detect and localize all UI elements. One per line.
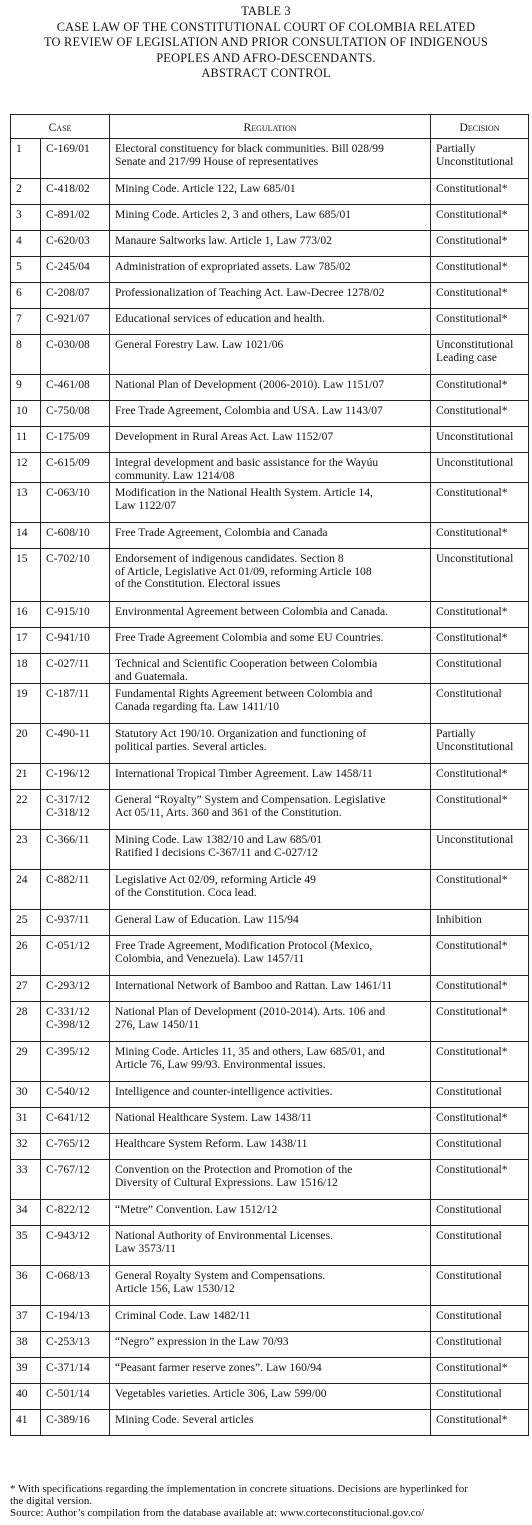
decision-text: Constitutional*: [431, 375, 529, 401]
header-row: [11, 115, 529, 139]
case-id: C-317/12 C-318/12: [41, 790, 110, 830]
row-number: 39: [11, 1358, 41, 1384]
row-number: 13: [11, 483, 41, 523]
regulation-text: Statutory Act 190/10. Organization and functioning of political parties. Several articles.: [110, 724, 431, 764]
regulation-text: Manaure Saltworks law. Article 1, Law 773/02: [110, 231, 431, 257]
decision-text: Constitutional*: [431, 976, 529, 1002]
decision-text: Constitutional: [431, 1226, 529, 1266]
case-id: C-615/09: [41, 453, 110, 483]
table-row: [11, 1108, 529, 1134]
regulation-text: Educational services of education and health.: [110, 309, 431, 335]
table-row: [11, 283, 529, 309]
row-number: 26: [11, 936, 41, 976]
regulation-text: Administration of expropriated assets. Law 785/02: [110, 257, 431, 283]
table-row: [11, 1160, 529, 1200]
decision-text: Constitutional*: [431, 257, 529, 283]
case-id: C-175/09: [41, 427, 110, 453]
row-number: 37: [11, 1306, 41, 1332]
decision-text: Unconstitutional: [431, 453, 529, 483]
regulation-text: Free Trade Agreement, Modification Protocol (Mexico, Colombia, and Venezuela). Law 1457/11: [110, 936, 431, 976]
table-row: [11, 870, 529, 910]
row-number: 1: [11, 139, 41, 179]
row-number: 21: [11, 764, 41, 790]
case-id: C-608/10: [41, 523, 110, 549]
table-row: [11, 684, 529, 724]
case-id: C-331/12 C-398/12: [41, 1002, 110, 1042]
regulation-text: International Network of Bamboo and Rattan. Law 1461/11: [110, 976, 431, 1002]
decision-text: Constitutional*: [431, 401, 529, 427]
table-row: [11, 1358, 529, 1384]
regulation-text: General Law of Education. Law 115/94: [110, 910, 431, 936]
regulation-text: Environmental Agreement between Colombia and Canada.: [110, 602, 431, 628]
decision-text: Constitutional*: [431, 1410, 529, 1436]
decision-text: Constitutional: [431, 684, 529, 724]
regulation-text: Healthcare System Reform. Law 1438/11: [110, 1134, 431, 1160]
case-id: C-293/12: [41, 976, 110, 1002]
row-number: 19: [11, 684, 41, 724]
row-number: 20: [11, 724, 41, 764]
table-row: [11, 1410, 529, 1436]
case-id: C-253/13: [41, 1332, 110, 1358]
case-id: C-765/12: [41, 1134, 110, 1160]
decision-text: Constitutional*: [431, 764, 529, 790]
case-id: C-882/11: [41, 870, 110, 910]
decision-text: Constitutional: [431, 1384, 529, 1410]
decision-text: Unconstitutional: [431, 830, 529, 870]
case-id: C-921/07: [41, 309, 110, 335]
table-row: [11, 483, 529, 523]
case-id: C-051/12: [41, 936, 110, 976]
row-number: 30: [11, 1082, 41, 1108]
case-id: C-702/10: [41, 549, 110, 602]
row-number: 4: [11, 231, 41, 257]
row-number: 40: [11, 1384, 41, 1410]
table-row: [11, 830, 529, 870]
case-id: C-620/03: [41, 231, 110, 257]
regulation-text: Electoral constituency for black communities. Bill 028/99 Senate and 217/99 House of representatives: [110, 139, 431, 179]
decision-text: Partially Unconstitutional: [431, 724, 529, 764]
row-number: 35: [11, 1226, 41, 1266]
footnote-asterisk: * With specifications regarding the implementation in concrete situations. Decisions are hyperlinked for: [10, 1483, 468, 1495]
regulation-text: International Tropical Timber Agreement. Law 1458/11: [110, 764, 431, 790]
table-row: [11, 205, 529, 231]
decision-text: Constitutional*: [431, 523, 529, 549]
decision-text: Inhibition: [431, 910, 529, 936]
decision-text: Constitutional*: [431, 483, 529, 523]
table-number: TABLE 3: [241, 4, 291, 18]
regulation-text: General Forestry Law. Law 1021/06: [110, 335, 431, 375]
regulation-text: Mining Code. Article 122, Law 685/01: [110, 179, 431, 205]
decision-text: Constitutional: [431, 1134, 529, 1160]
decision-text: Constitutional: [431, 654, 529, 684]
table-row: [11, 139, 529, 179]
row-number: 22: [11, 790, 41, 830]
decision-text: Constitutional: [431, 1266, 529, 1306]
regulation-text: Mining Code. Articles 2, 3 and others, Law 685/01: [110, 205, 431, 231]
table-row: [11, 309, 529, 335]
decision-text: Constitutional*: [431, 628, 529, 654]
footnote-source: Source: Author’s compilation from the database available at: www.corteconstitucional.gov.co/: [10, 1507, 425, 1520]
regulation-text: Modification in the National Health System. Article 14, Law 1122/07: [110, 483, 431, 523]
decision-text: Constitutional*: [431, 205, 529, 231]
decision-text: Constitutional*: [431, 1358, 529, 1384]
table-body: [11, 139, 529, 1436]
row-number: 5: [11, 257, 41, 283]
row-number: 36: [11, 1266, 41, 1306]
decision-text: Constitutional*: [431, 1160, 529, 1200]
row-number: 25: [11, 910, 41, 936]
table-title: [0, 0, 532, 82]
table-row: [11, 1306, 529, 1332]
table-row: [11, 1082, 529, 1108]
row-number: 18: [11, 654, 41, 684]
row-number: 16: [11, 602, 41, 628]
table-row: [11, 602, 529, 628]
table-row: [11, 335, 529, 375]
case-id: C-208/07: [41, 283, 110, 309]
table-row: [11, 1134, 529, 1160]
regulation-text: Convention on the Protection and Promotion of the Diversity of Cultural Expressions. Law 1516/12: [110, 1160, 431, 1200]
row-number: 10: [11, 401, 41, 427]
row-number: 2: [11, 179, 41, 205]
decision-text: Constitutional: [431, 1082, 529, 1108]
row-number: 15: [11, 549, 41, 602]
table-row: [11, 1226, 529, 1266]
decision-text: Constitutional*: [431, 231, 529, 257]
regulation-text: Criminal Code. Law 1482/11: [110, 1306, 431, 1332]
regulation-text: National Plan of Development (2010-2014). Arts. 106 and 276, Law 1450/11: [110, 1002, 431, 1042]
row-number: 33: [11, 1160, 41, 1200]
table-row: [11, 628, 529, 654]
table-row: [11, 764, 529, 790]
title-line-2: TO REVIEW OF LEGISLATION AND PRIOR CONSULTATION OF INDIGENOUS: [44, 35, 488, 49]
table-row: [11, 654, 529, 684]
case-id: C-366/11: [41, 830, 110, 870]
row-number: 9: [11, 375, 41, 401]
regulation-text: General Royalty System and Compensations. Article 156, Law 1530/12: [110, 1266, 431, 1306]
case-id: C-501/14: [41, 1384, 110, 1410]
regulation-text: National Healthcare System. Law 1438/11: [110, 1108, 431, 1134]
decision-text: Constitutional*: [431, 790, 529, 830]
title-subtitle: ABSTRACT CONTROL: [201, 66, 331, 80]
decision-text: Unconstitutional: [431, 427, 529, 453]
decision-text: Unconstitutional Leading case: [431, 335, 529, 375]
regulation-text: Intelligence and counter-intelligence activities.: [110, 1082, 431, 1108]
table-row: [11, 1042, 529, 1082]
decision-text: Partially Unconstitutional: [431, 139, 529, 179]
row-number: 8: [11, 335, 41, 375]
case-id: C-245/04: [41, 257, 110, 283]
decision-text: Constitutional*: [431, 1042, 529, 1082]
table-row: [11, 549, 529, 602]
row-number: 34: [11, 1200, 41, 1226]
table-row: [11, 257, 529, 283]
regulation-text: Vegetables varieties. Article 306, Law 599/00: [110, 1384, 431, 1410]
regulation-text: Fundamental Rights Agreement between Colombia and Canada regarding fta. Law 1411/10: [110, 684, 431, 724]
row-number: 3: [11, 205, 41, 231]
regulation-text: Professionalization of Teaching Act. Law-Decree 1278/02: [110, 283, 431, 309]
header-decision: Decision: [431, 115, 529, 139]
decision-text: Constitutional: [431, 1306, 529, 1332]
table-row: [11, 1002, 529, 1042]
row-number: 29: [11, 1042, 41, 1082]
decision-text: Constitutional*: [431, 179, 529, 205]
footnote: [10, 1483, 532, 1520]
regulation-text: General “Royalty” System and Compensation. Legislative Act 05/11, Arts. 360 and 361 of the Constitution.: [110, 790, 431, 830]
header-case: Case: [11, 115, 110, 139]
row-number: 12: [11, 453, 41, 483]
row-number: 28: [11, 1002, 41, 1042]
case-id: C-461/08: [41, 375, 110, 401]
case-id: C-030/08: [41, 335, 110, 375]
decision-text: Constitutional*: [431, 1002, 529, 1042]
decision-text: Constitutional*: [431, 1108, 529, 1134]
table-row: [11, 453, 529, 483]
case-id: C-941/10: [41, 628, 110, 654]
case-id: C-371/14: [41, 1358, 110, 1384]
decision-text: Constitutional*: [431, 870, 529, 910]
regulation-text: “Peasant farmer reserve zones”. Law 160/94: [110, 1358, 431, 1384]
table-row: [11, 427, 529, 453]
regulation-text: Technical and Scientific Cooperation between Colombia and Guatemala.: [110, 654, 431, 684]
decision-text: Constitutional*: [431, 936, 529, 976]
row-number: 6: [11, 283, 41, 309]
regulation-text: Endorsement of indigenous candidates. Section 8 of Article, Legislative Act 01/09, reforming Article 108 of the Constitution. Electoral issues: [110, 549, 431, 602]
case-id: C-540/12: [41, 1082, 110, 1108]
case-id: C-641/12: [41, 1108, 110, 1134]
decision-text: Constitutional: [431, 1332, 529, 1358]
regulation-text: Free Trade Agreement Colombia and some EU Countries.: [110, 628, 431, 654]
regulation-text: Mining Code. Several articles: [110, 1410, 431, 1436]
decision-text: Constitutional*: [431, 602, 529, 628]
regulation-text: Mining Code. Articles 11, 35 and others, Law 685/01, and Article 76, Law 99/93. Environmental issues.: [110, 1042, 431, 1082]
table-row: [11, 231, 529, 257]
row-number: 17: [11, 628, 41, 654]
table-row: [11, 724, 529, 764]
footnote-digital: the digital version.: [10, 1495, 93, 1508]
case-law-table: [10, 114, 529, 1436]
table-row: [11, 976, 529, 1002]
regulation-text: “Negro” expression in the Law 70/93: [110, 1332, 431, 1358]
row-number: 11: [11, 427, 41, 453]
case-id: C-027/11: [41, 654, 110, 684]
row-number: 32: [11, 1134, 41, 1160]
title-line-3: PEOPLES AND AFRO-DESCENDANTS.: [156, 50, 376, 65]
table-row: [11, 401, 529, 427]
case-id: C-490-11: [41, 724, 110, 764]
title-line-1: CASE LAW OF THE CONSTITUTIONAL COURT OF COLOMBIA RELATED: [56, 19, 476, 34]
table-row: [11, 910, 529, 936]
case-id: C-196/12: [41, 764, 110, 790]
table-row: [11, 179, 529, 205]
row-number: 27: [11, 976, 41, 1002]
case-id: C-395/12: [41, 1042, 110, 1082]
case-id: C-943/12: [41, 1226, 110, 1266]
regulation-text: Development in Rural Areas Act. Law 1152/07: [110, 427, 431, 453]
case-id: C-187/11: [41, 684, 110, 724]
table-row: [11, 1266, 529, 1306]
table-row: [11, 1200, 529, 1226]
decision-text: Constitutional*: [431, 283, 529, 309]
case-id: C-891/02: [41, 205, 110, 231]
case-id: C-068/13: [41, 1266, 110, 1306]
row-number: 14: [11, 523, 41, 549]
regulation-text: National Plan of Development (2006-2010). Law 1151/07: [110, 375, 431, 401]
row-number: 38: [11, 1332, 41, 1358]
row-number: 24: [11, 870, 41, 910]
table-row: [11, 523, 529, 549]
regulation-text: Mining Code. Law 1382/10 and Law 685/01 Ratified I decisions C-367/11 and C-027/12: [110, 830, 431, 870]
decision-text: Constitutional*: [431, 309, 529, 335]
case-id: C-389/16: [41, 1410, 110, 1436]
regulation-text: National Authority of Environmental Licenses. Law 3573/11: [110, 1226, 431, 1266]
table-row: [11, 936, 529, 976]
case-id: C-063/10: [41, 483, 110, 523]
case-id: C-169/01: [41, 139, 110, 179]
header-regulation: Regulation: [110, 115, 431, 139]
case-id: C-750/08: [41, 401, 110, 427]
table-row: [11, 1384, 529, 1410]
decision-text: Constitutional: [431, 1200, 529, 1226]
regulation-text: Free Trade Agreement, Colombia and Canada: [110, 523, 431, 549]
table-row: [11, 1332, 529, 1358]
row-number: 7: [11, 309, 41, 335]
row-number: 31: [11, 1108, 41, 1134]
table-row: [11, 375, 529, 401]
case-id: C-194/13: [41, 1306, 110, 1332]
row-number: 23: [11, 830, 41, 870]
case-id: C-418/02: [41, 179, 110, 205]
table-row: [11, 790, 529, 830]
regulation-text: “Metre” Convention. Law 1512/12: [110, 1200, 431, 1226]
case-id: C-915/10: [41, 602, 110, 628]
case-id: C-767/12: [41, 1160, 110, 1200]
regulation-text: Legislative Act 02/09, reforming Article 49 of the Constitution. Coca lead.: [110, 870, 431, 910]
regulation-text: Free Trade Agreement, Colombia and USA. Law 1143/07: [110, 401, 431, 427]
row-number: 41: [11, 1410, 41, 1436]
regulation-text: Integral development and basic assistance for the Wayúu community. Law 1214/08: [110, 453, 431, 483]
case-id: C-822/12: [41, 1200, 110, 1226]
case-id: C-937/11: [41, 910, 110, 936]
decision-text: Unconstitutional: [431, 549, 529, 602]
